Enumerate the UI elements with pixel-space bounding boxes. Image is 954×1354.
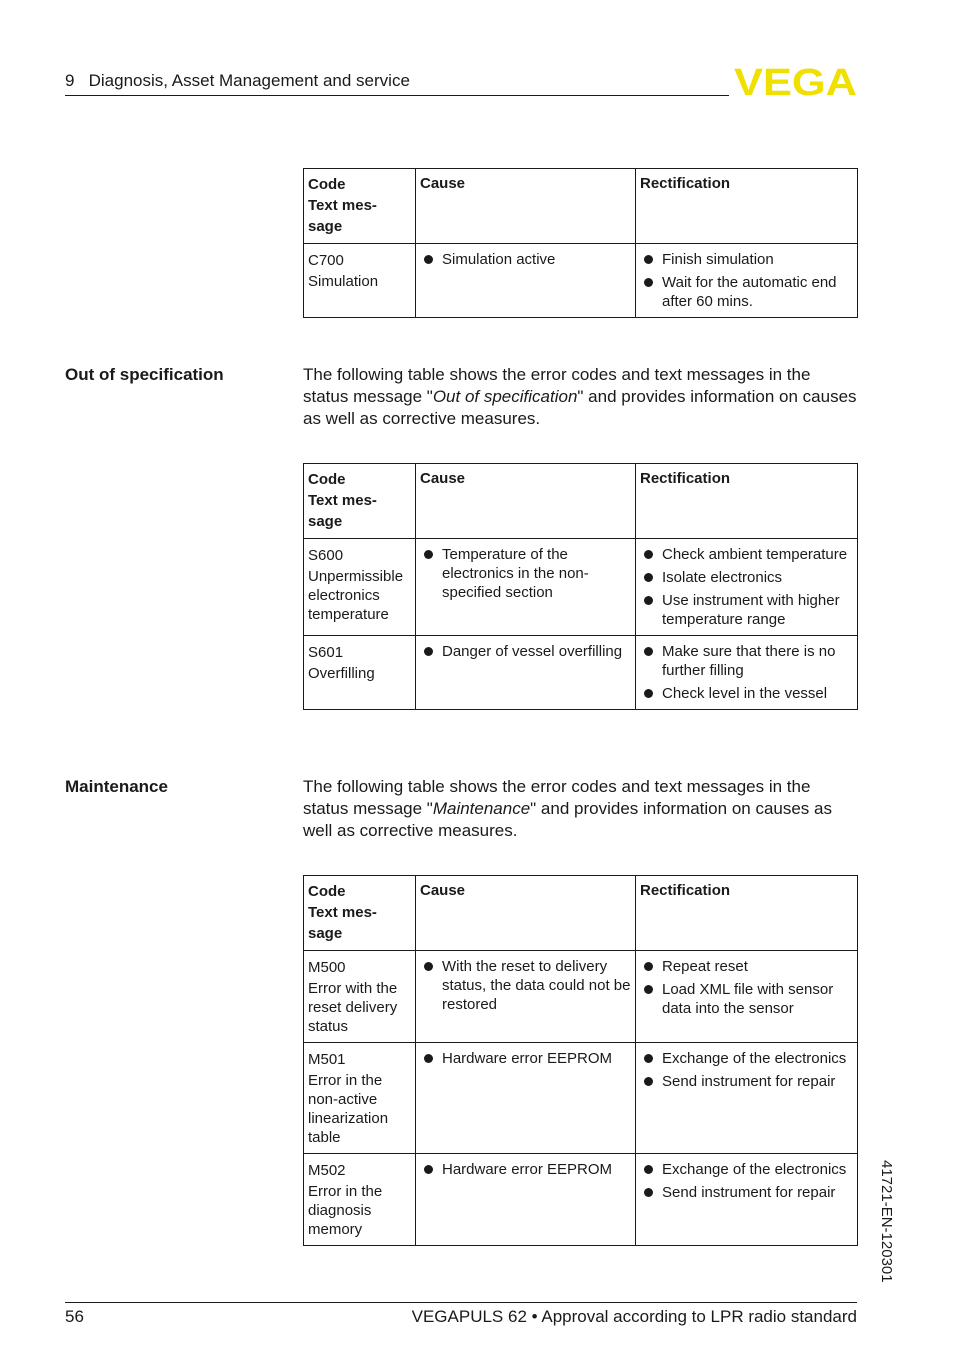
error-message: Error with the reset delivery status	[308, 980, 398, 1035]
out-of-specification-intro: The following table shows the error codes and text messages in the status message "Out of specification" and provides information on causes as well as corrective measures.	[303, 365, 857, 428]
rectification-item: Exchange of the electronics	[640, 1160, 853, 1179]
cause-item: With the reset to delivery status, the data could not be restored	[420, 957, 631, 1014]
rectification-item: Check ambient temperature	[640, 545, 853, 564]
rectification-cell	[636, 1043, 858, 1154]
rectification-item: Wait for the automatic end after 60 mins.	[640, 273, 853, 311]
cause-item: Simulation active	[420, 250, 631, 269]
cause-item: Temperature of the electronics in the non-specified section	[420, 545, 631, 602]
rectification-item: Exchange of the electronics	[640, 1049, 853, 1068]
rectification-cell	[636, 951, 858, 1043]
code-cell	[304, 1043, 416, 1154]
cause-column-header: Cause	[416, 876, 636, 951]
code-column-header: Code Text mes- sage	[304, 876, 416, 951]
cause-cell	[416, 539, 636, 636]
cause-cell	[416, 636, 636, 710]
rectification-column-header: Rectification	[636, 876, 858, 951]
chapter-header: 9 Diagnosis, Asset Management and service	[65, 71, 410, 90]
error-message: Overfilling	[308, 665, 375, 682]
logo-text: VEGA	[734, 64, 857, 98]
rectification-cell	[636, 539, 858, 636]
error-code: M501	[308, 1051, 346, 1068]
simulation-status-table	[303, 168, 858, 318]
header-rule	[65, 95, 729, 96]
error-message: Unpermissible electronics temperature	[308, 568, 404, 623]
error-code: S600	[308, 547, 344, 564]
rectification-item: Finish simulation	[640, 250, 853, 269]
rectification-item: Repeat reset	[640, 957, 853, 976]
cause-cell	[416, 951, 636, 1043]
out-of-specification-heading: Out of specification	[65, 365, 224, 384]
code-column-header: Code Text mes- sage	[304, 464, 416, 539]
code-cell	[304, 1154, 416, 1246]
cause-item: Hardware error EEPROM	[420, 1049, 631, 1068]
table-row	[304, 1043, 858, 1154]
rectification-item: Make sure that there is no further filling	[640, 642, 853, 680]
table-header-row	[304, 464, 858, 539]
rectification-cell	[636, 1154, 858, 1246]
cause-cell	[416, 1043, 636, 1154]
table-row	[304, 1154, 858, 1246]
rectification-item: Send instrument for repair	[640, 1183, 853, 1202]
cause-cell	[416, 244, 636, 318]
rectification-column-header: Rectification	[636, 464, 858, 539]
rectification-item: Load XML file with sensor data into the sensor	[640, 980, 853, 1018]
rectification-cell	[636, 244, 858, 318]
cause-column-header: Cause	[416, 169, 636, 244]
out-of-specification-table	[303, 463, 858, 710]
error-code: M502	[308, 1162, 346, 1179]
table-row	[304, 636, 858, 710]
table-row	[304, 539, 858, 636]
table-row	[304, 951, 858, 1043]
document-id: 41721-EN-120301	[878, 1160, 895, 1283]
rectification-cell	[636, 636, 858, 710]
error-code: S601	[308, 644, 344, 661]
error-code: M500	[308, 959, 346, 976]
rectification-item: Isolate electronics	[640, 568, 853, 587]
footer-title: VEGAPULS 62 • Approval according to LPR radio standard	[411, 1307, 857, 1326]
rectification-item: Send instrument for repair	[640, 1072, 853, 1091]
error-code: C700	[308, 252, 344, 269]
table-header-row	[304, 876, 858, 951]
table-header-row	[304, 169, 858, 244]
cause-item: Danger of vessel overfilling	[420, 642, 631, 661]
page-number: 56	[65, 1307, 84, 1326]
code-cell	[304, 636, 416, 710]
code-cell	[304, 951, 416, 1043]
maintenance-heading: Maintenance	[65, 777, 168, 796]
code-cell	[304, 539, 416, 636]
vega-logo	[733, 64, 858, 98]
code-column-header: Code Text mes- sage	[304, 169, 416, 244]
cause-column-header: Cause	[416, 464, 636, 539]
error-message: Error in the non-active linearization table	[308, 1072, 389, 1146]
cause-item: Hardware error EEPROM	[420, 1160, 631, 1179]
error-message: Simulation	[308, 273, 379, 290]
maintenance-intro: The following table shows the error codes and text messages in the status message "Maintenance" and provides information on causes as well as corrective measures.	[303, 777, 832, 840]
maintenance-table	[303, 875, 858, 1246]
code-cell	[304, 244, 416, 318]
cause-cell	[416, 1154, 636, 1246]
footer-rule	[65, 1302, 857, 1303]
error-message: Error in the diagnosis memory	[308, 1183, 383, 1238]
rectification-column-header: Rectification	[636, 169, 858, 244]
table-row	[304, 244, 858, 318]
rectification-item: Use instrument with higher temperature range	[640, 591, 853, 629]
rectification-item: Check level in the vessel	[640, 684, 853, 703]
